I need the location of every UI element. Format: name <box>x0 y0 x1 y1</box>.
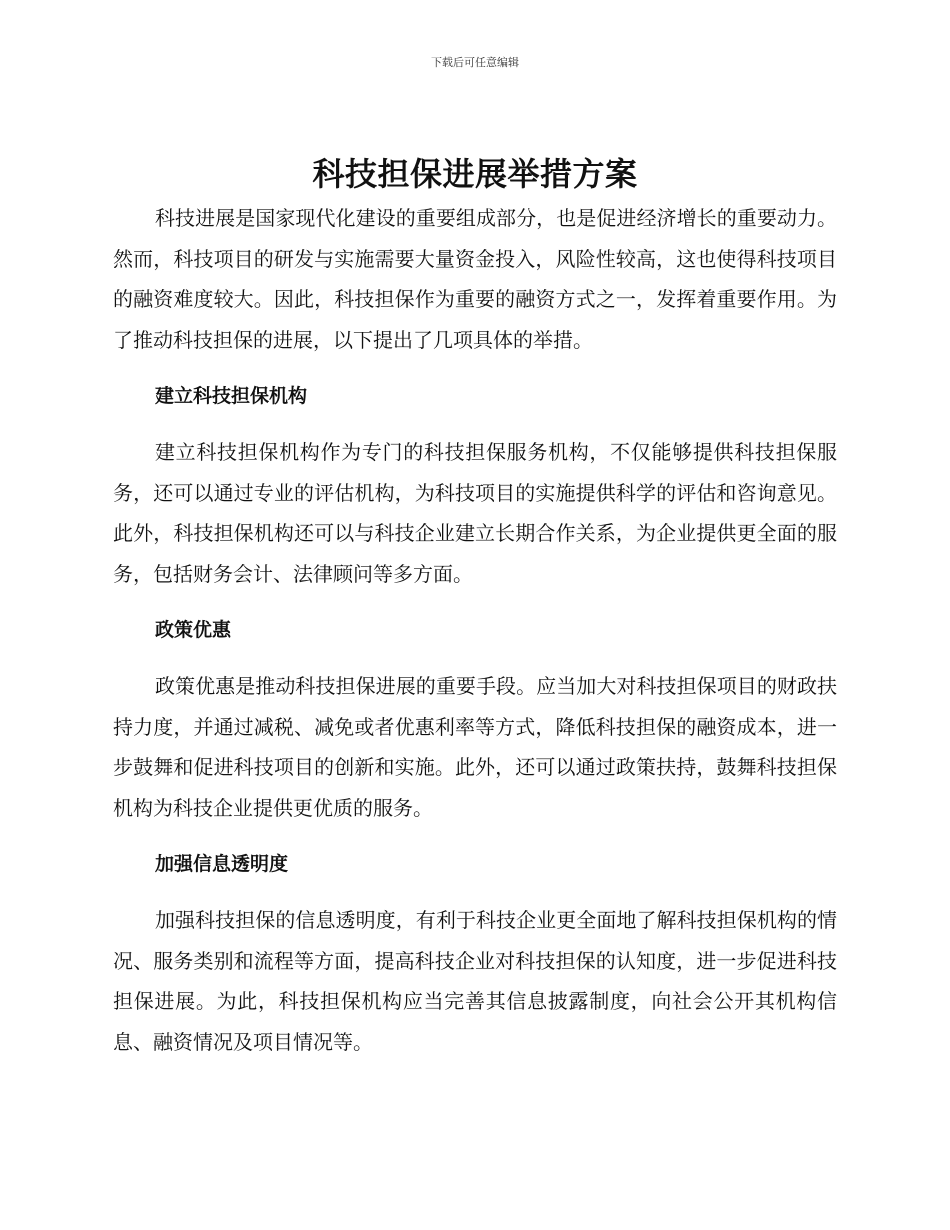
section-heading: 建立科技担保机构 <box>155 385 308 407</box>
section-information-transparency <box>113 846 837 1062</box>
section-paragraph: 加强科技担保的信息透明度，有利于科技企业更全面地了解科技担保机构的情况、服务类别和流程等方面，提高科技企业对科技担保的认知度，进一步促进科技担保进展。为此，科技担保机构应当完善其信息披露制度，向社会公开其机构信息、融资情况及项目情况等。 <box>113 908 837 1054</box>
section-establish-agency <box>113 378 837 594</box>
section-policy-incentives <box>113 612 837 828</box>
document-content <box>113 150 837 1062</box>
section-paragraph: 政策优惠是推动科技担保进展的重要手段。应当加大对科技担保项目的财政扶持力度，并通过减税、减免或者优惠利率等方式，降低科技担保的融资成本，进一步鼓舞和促进科技项目的创新和实施。此外，还可以通过政策扶持，鼓舞科技担保机构为科技企业提供更优质的服务。 <box>113 674 837 820</box>
section-paragraph: 建立科技担保机构作为专门的科技担保服务机构，不仅能够提供科技担保服务，还可以通过专业的评估机构，为科技项目的实施提供科学的评估和咨询意见。此外，科技担保机构还可以与科技企业建立长期合作关系，为企业提供更全面的服务，包括财务会计、法律顾问等多方面。 <box>113 440 837 586</box>
header-note: 下载后可任意编辑 <box>431 56 519 69</box>
document-title: 科技担保进展举措方案 <box>312 155 638 193</box>
intro-paragraph: 科技进展是国家现代化建设的重要组成部分，也是促进经济增长的重要动力。然而，科技项目的研发与实施需要大量资金投入，风险性较高，这也使得科技项目的融资难度较大。因此，科技担保作为重要的融资方式之一，发挥着重要作用。为了推动科技担保的进展，以下提出了几项具体的举措。 <box>113 206 837 352</box>
section-heading: 加强信息透明度 <box>155 853 289 875</box>
section-heading: 政策优惠 <box>155 619 232 641</box>
